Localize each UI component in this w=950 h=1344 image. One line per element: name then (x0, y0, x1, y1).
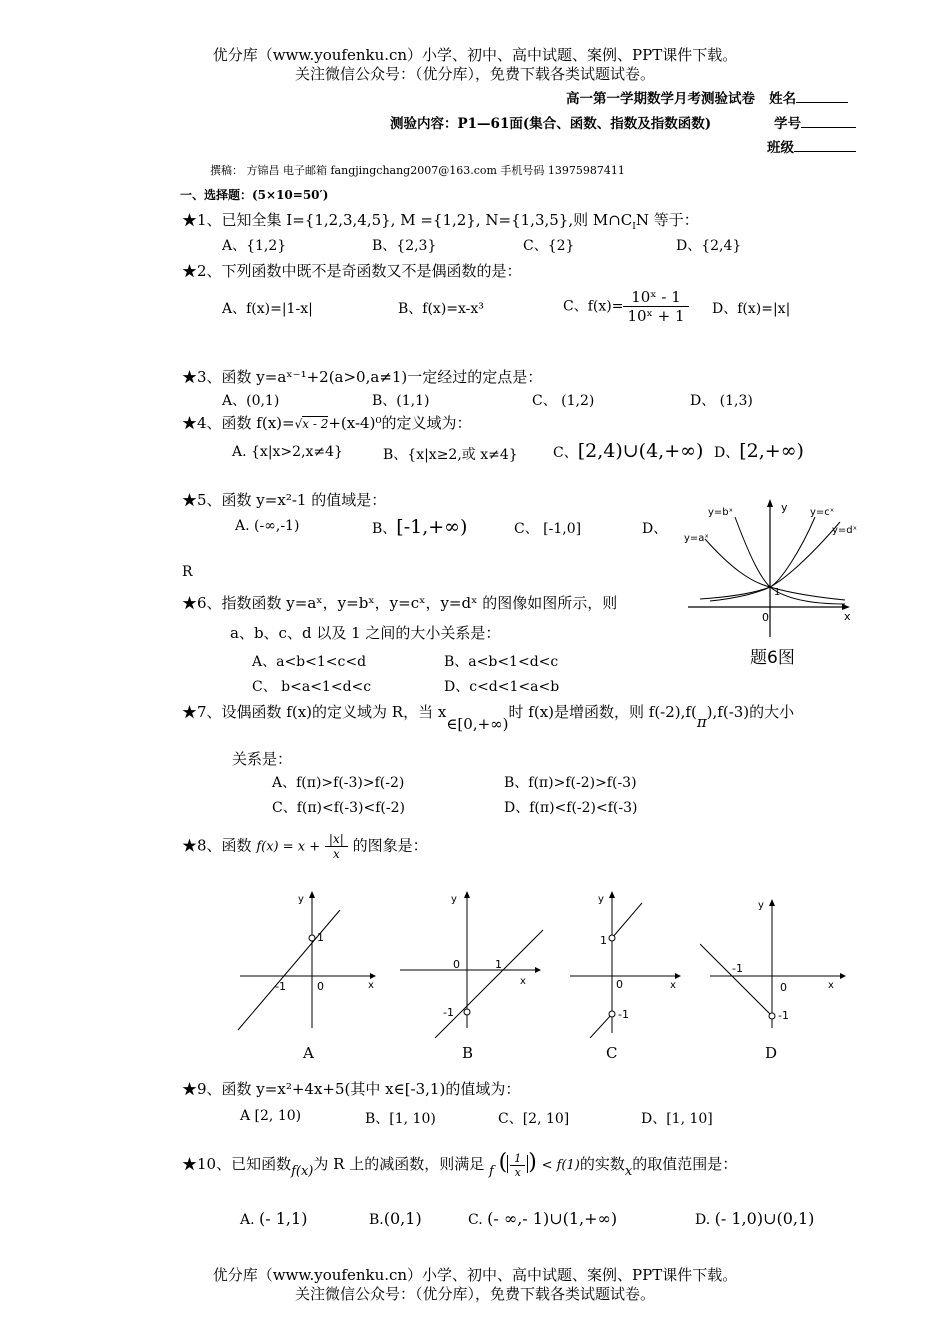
author-line: 撰稿： 方锦昌 电子邮箱 fangjingchang2007@163.com 手机号码 13975987411 (210, 164, 625, 177)
q8-graph-c (560, 888, 690, 1038)
question-4-stem: ★4、函数 f(x)=√x - 2+(x-4)⁰的定义域为： (182, 414, 472, 432)
svg-text:0: 0 (453, 958, 460, 971)
svg-text:x: x (368, 980, 374, 991)
svg-text:y: y (758, 900, 764, 911)
q1-option-d: D、{2,4} (676, 238, 742, 254)
question-1-stem: ★1、已知全集 I={1,2,3,4,5}, M ={1,2}, N={1,3,5},则 $M\cap C_IN$ 等于： (182, 211, 699, 232)
q8b-line (435, 930, 543, 1038)
fig6-label-b: y=bˣ (708, 507, 734, 518)
footer-banner-line-1: 优分库（www.youfenku.cn）小学、初中、高中试题、案例、PPT课件下载。 (212, 1266, 738, 1284)
figure-6 (680, 497, 860, 669)
q8c-line-left (590, 1014, 612, 1038)
fig6-label-d: y=dˣ (832, 525, 858, 536)
q9-option-a: A [2, 10) (240, 1108, 302, 1124)
svg-text:-1: -1 (778, 1009, 789, 1022)
question-9-stem: ★9、函数 y=x²+4x+5(其中 x∈[-3,1)的值域为： (182, 1080, 521, 1098)
q6-option-b: B、a<b<1<d<c (444, 654, 559, 670)
svg-text:x: x (520, 976, 526, 987)
fig6-curve-b (735, 517, 845, 604)
fig6-label-a: y=aˣ (684, 533, 709, 544)
q7-option-a: A、f(π)>f(-3)>f(-2) (272, 775, 405, 791)
q3-option-b: B、(1,1) (372, 393, 430, 409)
q7-option-d: D、f(π)<f(-2)<f(-3) (504, 800, 638, 816)
exam-title: 高一第一学期数学月考测验试卷 姓名 (566, 87, 848, 107)
q5-option-d-cont: R (182, 564, 193, 580)
svg-text:y: y (598, 894, 604, 905)
svg-text:1: 1 (600, 934, 607, 947)
q7-option-c: C、f(π)<f(-3)<f(-2) (272, 800, 405, 816)
q9-option-c: C、[2, 10] (498, 1111, 570, 1127)
svg-text:y: y (298, 894, 304, 905)
svg-text:x: x (670, 980, 676, 991)
q5-option-a: A. (-∞,-1) (235, 518, 300, 534)
q2-option-d: D、f(x)=|x| (712, 301, 791, 317)
q6-option-d: D、c<d<1<a<b (444, 679, 560, 695)
svg-text:-1: -1 (275, 980, 286, 993)
fig6-axis-x: x (844, 610, 851, 623)
banner-line-1: 优分库（www.youfenku.cn）小学、初中、高中试题、案例、PPT课件下载。 (212, 46, 738, 64)
svg-text:x: x (828, 980, 834, 991)
exam-content: 测验内容：P1—61面(集合、函数、指数及指数函数) (390, 116, 712, 132)
q9-option-b: B、[1, 10) (365, 1111, 436, 1127)
question-3-stem: ★3、函数 y=aˣ⁻¹+2(a>0,a≠1)一定经过的定点是： (182, 368, 543, 386)
q8d-line (700, 944, 772, 1016)
fig6-origin: 0 (762, 611, 769, 624)
fig6-label-c: y=cˣ (810, 507, 835, 518)
student-id-field: 学号 (774, 112, 856, 132)
q1-option-b: B、{2,3} (372, 238, 437, 254)
fig6-curve-c (700, 517, 815, 599)
svg-text:1: 1 (317, 931, 324, 944)
class-field: 班级 (767, 136, 856, 156)
svg-text:1: 1 (495, 958, 502, 971)
q8-graph-d (700, 888, 850, 1038)
q8-label-b: B (462, 1044, 474, 1062)
q4-option-b: B、{x|x≥2,或 x≠4} (383, 447, 518, 463)
q5-option-b: B、[-1,+∞) (372, 516, 468, 538)
fig6-one: 1 (774, 587, 781, 598)
q8-label-a: A (303, 1044, 314, 1062)
question-8-stem: ★8、函数 f(x) = x + $\frac{|x|}{x}$ 的图象是： (182, 832, 428, 861)
q9-option-d: D、[1, 10] (641, 1111, 713, 1127)
question-7-stem-2: 关系是： (232, 750, 293, 768)
q8-label-c: C (606, 1044, 618, 1062)
svg-text:-1: -1 (618, 1008, 629, 1021)
q1-option-a: A、{1,2} (222, 238, 287, 254)
q8-label-d: D (765, 1044, 778, 1062)
svg-text:y: y (451, 894, 457, 905)
fig6-caption: 题6图 (750, 648, 795, 668)
q7-option-b: B、f(π)>f(-2)>f(-3) (504, 775, 637, 791)
q1-option-c: C、{2} (523, 238, 575, 254)
q5-option-d: D、 (642, 521, 668, 537)
question-5-stem: ★5、函数 y=x²-1 的值域是： (182, 491, 387, 509)
q8-graph-b (395, 888, 545, 1038)
question-2-stem: ★2、下列函数中既不是奇函数又不是偶函数的是： (182, 262, 522, 280)
q8c-line-right (612, 903, 642, 938)
q10-option-b: B.(0,1) (369, 1209, 422, 1228)
q2-option-a: A、f(x)=|1-x| (222, 301, 313, 317)
fig6-axis-y: y (781, 501, 788, 514)
q10-option-c: C. (- ∞,- 1)∪(1,+∞) (468, 1209, 618, 1228)
q2-option-b: B、f(x)=x-x³ (398, 301, 484, 317)
q6-option-c: C、 b<a<1<d<c (252, 679, 372, 695)
svg-text:0: 0 (616, 978, 623, 991)
q3-option-c: C、 (1,2) (532, 393, 595, 409)
question-6-stem: ★6、指数函数 y=aˣ，y=bˣ，y=cˣ，y=dˣ 的图像如图所示，则 (182, 594, 618, 612)
svg-text:0: 0 (780, 981, 787, 994)
svg-text:0: 0 (317, 980, 324, 993)
q3-option-a: A、(0,1) (222, 393, 280, 409)
q4-option-c: C、[2,4)∪(4,+∞) (553, 440, 704, 462)
q5-option-c: C、 [-1,0] (514, 521, 582, 537)
q2-option-c: C、f(x)= $\frac{\text{10ˣ - 1}}{\text{10ˣ + 1}}$ (563, 288, 689, 325)
fig6-y-arrow (767, 499, 773, 507)
q10-option-a: A. (- 1,1) (240, 1209, 308, 1228)
q4-option-d: D、[2,+∞) (714, 440, 804, 462)
question-6-stem-2: a、b、c、d 以及 1 之间的大小关系是： (230, 624, 501, 642)
question-7-stem: ★7、设偶函数 f(x)的定义域为 R，当 x∈[0,+∞)时 f(x)是增函数，则 f(-2),f(π),f(-3)的大小 (182, 703, 795, 733)
svg-text:-1: -1 (443, 1006, 454, 1019)
q8-graph-a (230, 888, 380, 1038)
section-title: 一、选择题：(5×10=50′) (180, 188, 329, 202)
q8a-line (238, 910, 340, 1030)
banner-line-2: 关注微信公众号：（优分库），免费下载各类试题试卷。 (294, 65, 655, 83)
q10-option-d: D. (- 1,0)∪(0,1) (695, 1209, 815, 1228)
q6-option-a: A、a<b<1<c<d (252, 654, 367, 670)
q3-option-d: D、 (1,3) (690, 393, 753, 409)
footer-banner-line-2: 关注微信公众号：（优分库），免费下载各类试题试卷。 (294, 1285, 655, 1303)
question-10-stem: ★10、已知函数f(x)为 R 上的减函数，则满足 f ( $\frac{1}{x}$ ) < f(1)的实数x的取值范围是： (182, 1150, 738, 1179)
q4-option-a: A. {x|x>2,x≠4} (232, 444, 343, 460)
svg-text:-1: -1 (732, 962, 743, 975)
